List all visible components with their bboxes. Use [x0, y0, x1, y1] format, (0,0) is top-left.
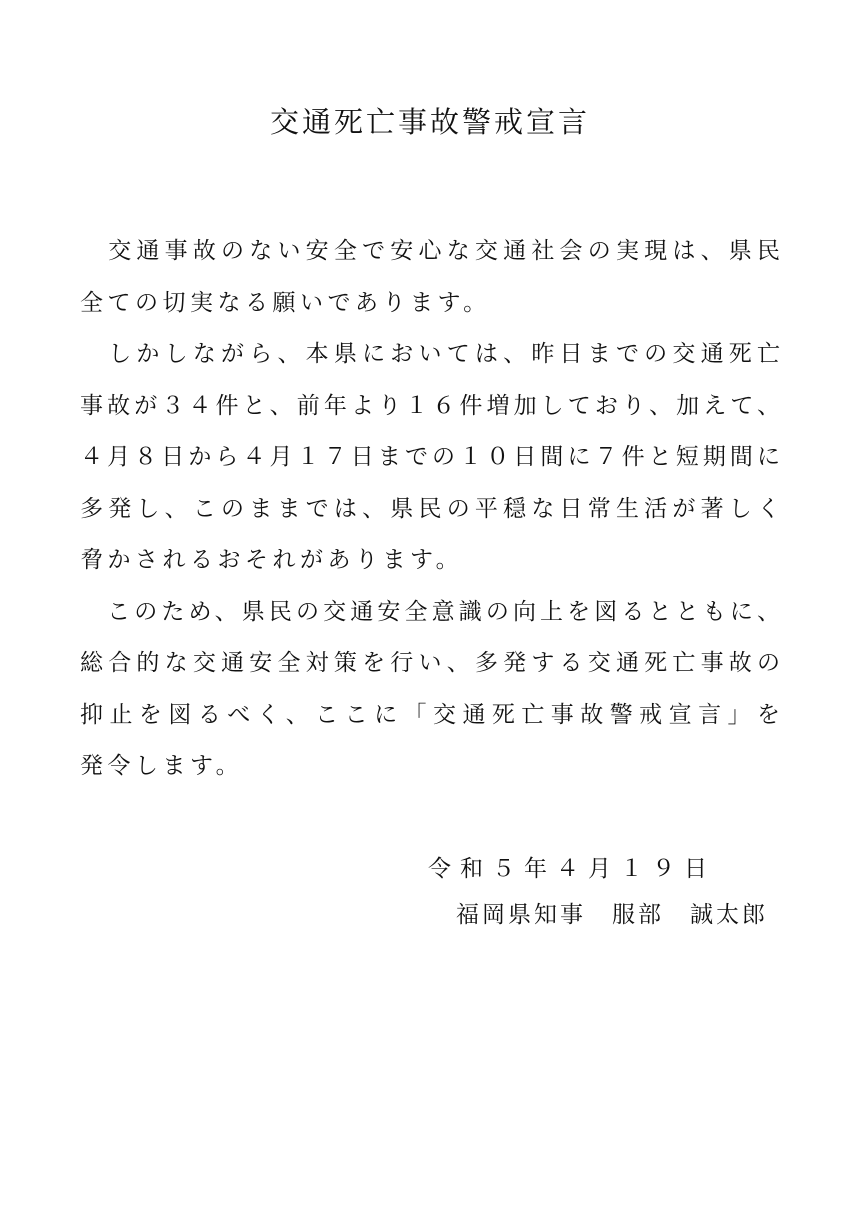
- body-line: 発令します。: [80, 753, 244, 779]
- body-line: 多発し、このままでは、県民の平穏な日常生活が著しく: [80, 495, 780, 522]
- body-line: 全ての切実なる願いであります。: [80, 289, 491, 316]
- issue-date: 令和５年４月１９日: [428, 856, 716, 882]
- body-line: 総合的な交通安全対策を行い、多発する交通死亡事故の: [80, 650, 780, 676]
- body-line: 脅かされるおそれがあります。: [80, 547, 464, 573]
- body-line: 事故が３４件と、前年より１６件増加しており、加えて、: [80, 392, 780, 419]
- signatory-name: 福岡県知事 服部 誠太郎: [456, 902, 768, 928]
- body-line: このため、県民の交通安全意識の向上を図るとともに、: [80, 598, 780, 625]
- body-line: ４月８日から４月１７日までの１０日間に７件と短期間に: [80, 444, 780, 470]
- body-line: しかしながら、本県においては、昨日までの交通死亡: [80, 341, 780, 367]
- signature-block: [428, 846, 780, 938]
- declaration-body: [80, 226, 780, 793]
- body-line: 抑止を図るべく、ここに「交通死亡事故警戒宣言」を: [80, 701, 780, 728]
- document-title: 交通死亡事故警戒宣言: [269, 105, 590, 139]
- body-line: 交通事故のない安全で安心な交通社会の実現は、県民: [80, 238, 780, 264]
